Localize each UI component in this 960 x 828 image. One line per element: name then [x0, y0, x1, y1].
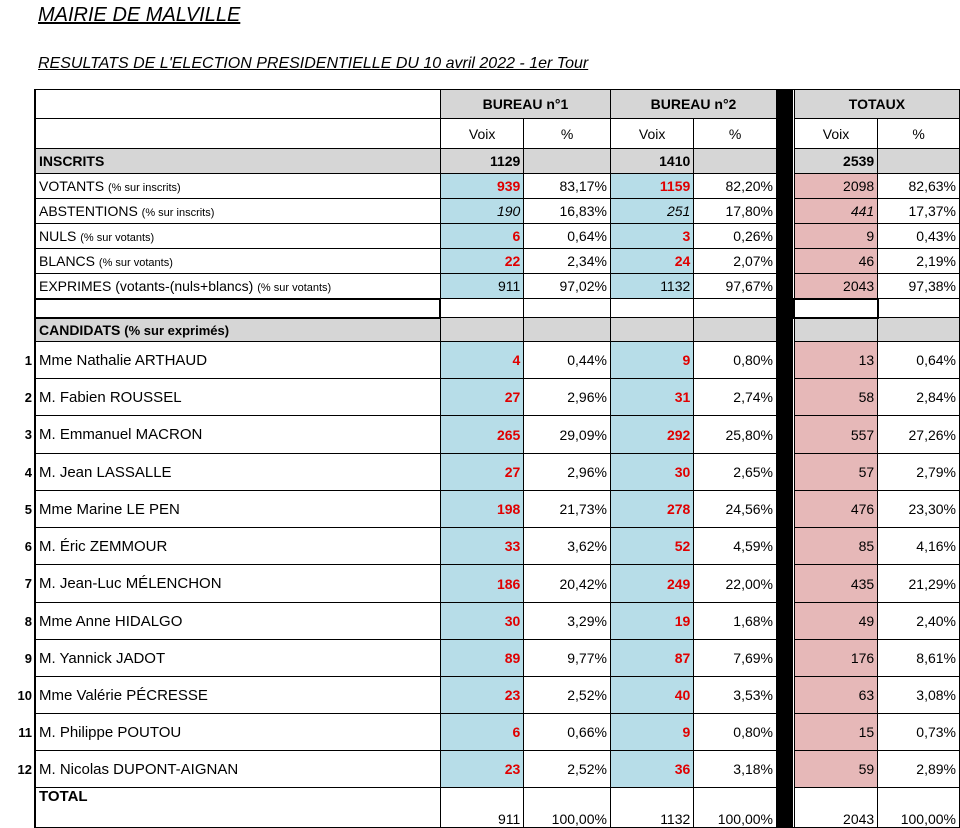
tot-total-pct: 100,00% — [878, 788, 960, 828]
b1-pct: 20,42% — [524, 565, 611, 603]
b2-pct: 22,00% — [694, 565, 777, 603]
tot-pct: 23,30% — [878, 491, 960, 528]
b2-pct: 0,80% — [694, 714, 777, 751]
stat-row — [14, 199, 960, 224]
tot-pct: 8,61% — [878, 640, 960, 677]
b1-pct: 0,66% — [524, 714, 611, 751]
bureau1-header: BUREAU n°1 — [440, 90, 610, 119]
b1-pct: 21,73% — [524, 491, 611, 528]
tot-pct: 27,26% — [878, 416, 960, 454]
tot-voix: 49 — [794, 603, 877, 640]
tot-pct: 2,19% — [878, 249, 960, 274]
b2-pct: 24,56% — [694, 491, 777, 528]
b1-pct: 2,96% — [524, 379, 611, 416]
b1-pct: 2,96% — [524, 454, 611, 491]
candidate-name: Mme Nathalie ARTHAUD — [35, 342, 440, 379]
b2-pct: 2,74% — [694, 379, 777, 416]
candidate-number: 6 — [24, 538, 32, 554]
b1-voix: 27 — [440, 379, 523, 416]
stat-row — [14, 224, 960, 249]
stat-label-note: (% sur inscrits) — [141, 207, 215, 219]
b2-pct: 17,80% — [694, 199, 777, 224]
b2-voix: 249 — [610, 565, 693, 603]
empty-box — [794, 299, 877, 318]
b1-voix: 190 — [440, 199, 523, 224]
candidate-number: 11 — [18, 724, 32, 740]
candidate-number: 10 — [17, 687, 32, 703]
subheader-row — [14, 119, 960, 149]
b1-voix: 939 — [440, 174, 523, 199]
candidate-number: 8 — [24, 613, 32, 629]
column-separator — [777, 90, 795, 828]
tot-pct: 0,43% — [878, 224, 960, 249]
tot-voix: 59 — [794, 751, 877, 788]
total-label: TOTAL — [35, 788, 440, 828]
b2-pct: 0,80% — [694, 342, 777, 379]
b1-voix: 6 — [440, 224, 523, 249]
stat-row — [14, 274, 960, 299]
candidate-row — [14, 565, 960, 603]
stat-label-text: NULS — [38, 228, 77, 244]
candidate-name: M. Emmanuel MACRON — [35, 416, 440, 454]
candidats-header-row — [14, 318, 960, 342]
b2-pct: 3,53% — [694, 677, 777, 714]
candidats-label — [35, 318, 440, 342]
b2-voix: 24 — [610, 249, 693, 274]
tot-voix: 63 — [794, 677, 877, 714]
candidate-name: M. Yannick JADOT — [35, 640, 440, 677]
candidate-name: Mme Anne HIDALGO — [35, 603, 440, 640]
inscrits-row — [14, 149, 960, 174]
stat-label-note: (% sur votants) — [98, 257, 173, 269]
b2-pct: 3,18% — [694, 751, 777, 788]
spacer-row — [14, 299, 960, 318]
b1-pct: 29,09% — [524, 416, 611, 454]
tot-pct: 97,38% — [878, 274, 960, 299]
b2-voix: 31 — [610, 379, 693, 416]
stat-label-text: BLANCS — [38, 253, 96, 269]
bureau2-header: BUREAU n°2 — [610, 90, 776, 119]
tot-pct: 21,29% — [878, 565, 960, 603]
candidate-name: M. Fabien ROUSSEL — [35, 379, 440, 416]
b1-voix: 30 — [440, 603, 523, 640]
tot-voix: 85 — [794, 528, 877, 565]
b2-pct: 25,80% — [694, 416, 777, 454]
b2-pct-header: % — [694, 119, 777, 149]
candidate-name: M. Nicolas DUPONT-AIGNAN — [35, 751, 440, 788]
b1-voix: 23 — [440, 751, 523, 788]
b1-voix: 22 — [440, 249, 523, 274]
b1-voix-header: Voix — [440, 119, 523, 149]
stat-row — [14, 174, 960, 199]
b1-pct: 83,17% — [524, 174, 611, 199]
totaux-header: TOTAUX — [794, 90, 959, 119]
tot-pct: 2,89% — [878, 751, 960, 788]
b1-total-pct: 100,00% — [524, 788, 611, 828]
candidate-number: 4 — [24, 464, 32, 480]
stat-label-text: VOTANTS — [38, 178, 105, 194]
candidate-row — [14, 677, 960, 714]
b2-voix: 251 — [610, 199, 693, 224]
stat-label — [35, 174, 440, 199]
candidate-row — [14, 379, 960, 416]
candidate-row — [14, 714, 960, 751]
tot-pct: 2,84% — [878, 379, 960, 416]
b1-voix: 4 — [440, 342, 523, 379]
tot-voix: 9 — [794, 224, 877, 249]
tot-pct: 0,73% — [878, 714, 960, 751]
b1-pct: 16,83% — [524, 199, 611, 224]
b1-voix: 89 — [440, 640, 523, 677]
stat-label-text: EXPRIMES (votants-(nuls+blancs) — [38, 277, 254, 294]
tot-pct-header: % — [878, 119, 960, 149]
candidate-name: M. Éric ZEMMOUR — [35, 528, 440, 565]
b2-voix: 292 — [610, 416, 693, 454]
stat-label — [35, 249, 440, 274]
candidate-row — [14, 528, 960, 565]
page-title: MAIRIE DE MALVILLE — [38, 4, 241, 26]
b2-voix: 1159 — [610, 174, 693, 199]
b2-inscrits: 1410 — [610, 149, 693, 174]
candidate-number: 9 — [24, 650, 32, 666]
candidate-name: Mme Marine LE PEN — [35, 491, 440, 528]
tot-voix: 435 — [794, 565, 877, 603]
b2-voix: 87 — [610, 640, 693, 677]
candidate-number: 12 — [17, 761, 32, 777]
b1-pct: 3,29% — [524, 603, 611, 640]
b1-voix: 33 — [440, 528, 523, 565]
tot-pct: 4,16% — [878, 528, 960, 565]
candidate-row — [14, 491, 960, 528]
tot-voix: 441 — [794, 199, 877, 224]
tot-total-voix: 2043 — [794, 788, 877, 828]
candidate-number: 5 — [24, 501, 32, 517]
tot-voix: 557 — [794, 416, 877, 454]
stat-label — [35, 224, 440, 249]
b1-total-voix: 911 — [440, 788, 523, 828]
candidate-number: 2 — [24, 389, 32, 405]
b1-voix: 186 — [440, 565, 523, 603]
b2-total-pct: 100,00% — [694, 788, 777, 828]
b2-voix: 52 — [610, 528, 693, 565]
b1-pct: 97,02% — [524, 274, 611, 299]
candidate-number: 1 — [24, 352, 32, 368]
b1-pct: 2,34% — [524, 249, 611, 274]
b2-pct: 2,07% — [694, 249, 777, 274]
page-subtitle: RESULTATS DE L'ELECTION PRESIDENTIELLE DU 10 avril 2022 - 1er Tour — [38, 55, 589, 72]
b1-voix: 198 — [440, 491, 523, 528]
tot-voix: 2043 — [794, 274, 877, 299]
tot-pct: 0,64% — [878, 342, 960, 379]
tot-pct: 17,37% — [878, 199, 960, 224]
b2-pct: 97,67% — [694, 274, 777, 299]
stat-label — [35, 199, 440, 224]
candidate-number: 7 — [24, 576, 32, 591]
stat-label-text: ABSTENTIONS — [38, 203, 138, 219]
candidate-number: 3 — [24, 427, 32, 442]
tot-pct: 3,08% — [878, 677, 960, 714]
b2-total-voix: 1132 — [610, 788, 693, 828]
tot-voix: 476 — [794, 491, 877, 528]
b1-voix: 27 — [440, 454, 523, 491]
tot-voix: 2098 — [794, 174, 877, 199]
b2-pct: 0,26% — [694, 224, 777, 249]
results-table — [14, 89, 960, 828]
tot-inscrits: 2539 — [794, 149, 877, 174]
tot-voix: 46 — [794, 249, 877, 274]
b1-pct: 0,44% — [524, 342, 611, 379]
tot-voix: 58 — [794, 379, 877, 416]
candidate-row — [14, 603, 960, 640]
candidats-label-text: CANDIDATS — [38, 321, 121, 338]
b1-pct: 2,52% — [524, 751, 611, 788]
candidate-name: Mme Valérie PÉCRESSE — [35, 677, 440, 714]
b2-pct: 82,20% — [694, 174, 777, 199]
stat-label-note: (% sur inscrits) — [107, 182, 181, 194]
b1-voix: 6 — [440, 714, 523, 751]
empty-box — [35, 299, 440, 318]
candidate-row — [14, 454, 960, 491]
b2-voix: 1132 — [610, 274, 693, 299]
candidate-name: M. Jean-Luc MÉLENCHON — [35, 565, 440, 603]
tot-pct: 2,40% — [878, 603, 960, 640]
b1-pct: 0,64% — [524, 224, 611, 249]
tot-voix-header: Voix — [794, 119, 877, 149]
stat-label — [35, 274, 440, 299]
b1-pct: 2,52% — [524, 677, 611, 714]
b2-voix: 30 — [610, 454, 693, 491]
b1-voix: 23 — [440, 677, 523, 714]
b2-voix: 19 — [610, 603, 693, 640]
tot-pct: 2,79% — [878, 454, 960, 491]
b2-voix: 9 — [610, 342, 693, 379]
candidate-row — [14, 342, 960, 379]
b2-voix: 3 — [610, 224, 693, 249]
b2-voix-header: Voix — [610, 119, 693, 149]
b1-inscrits: 1129 — [440, 149, 523, 174]
b1-voix: 911 — [440, 274, 523, 299]
tot-voix: 15 — [794, 714, 877, 751]
b2-pct: 7,69% — [694, 640, 777, 677]
b2-voix: 278 — [610, 491, 693, 528]
stat-label-note: (% sur votants) — [257, 281, 332, 294]
tot-voix: 176 — [794, 640, 877, 677]
b2-voix: 9 — [610, 714, 693, 751]
b2-pct: 2,65% — [694, 454, 777, 491]
candidats-label-note: (% sur exprimés) — [124, 322, 230, 338]
b2-pct: 1,68% — [694, 603, 777, 640]
b1-pct: 9,77% — [524, 640, 611, 677]
b1-pct-header: % — [524, 119, 611, 149]
candidate-row — [14, 640, 960, 677]
candidate-name: M. Philippe POUTOU — [35, 714, 440, 751]
b1-pct: 3,62% — [524, 528, 611, 565]
stat-row — [14, 249, 960, 274]
b2-voix: 36 — [610, 751, 693, 788]
candidate-row — [14, 751, 960, 788]
candidate-name: M. Jean LASSALLE — [35, 454, 440, 491]
header-row — [14, 90, 960, 119]
stat-label-note: (% sur votants) — [80, 232, 155, 244]
b2-voix: 40 — [610, 677, 693, 714]
candidate-row — [14, 416, 960, 454]
b2-pct: 4,59% — [694, 528, 777, 565]
tot-voix: 13 — [794, 342, 877, 379]
inscrits-label: INSCRITS — [35, 149, 440, 174]
b1-voix: 265 — [440, 416, 523, 454]
tot-pct: 82,63% — [878, 174, 960, 199]
tot-voix: 57 — [794, 454, 877, 491]
